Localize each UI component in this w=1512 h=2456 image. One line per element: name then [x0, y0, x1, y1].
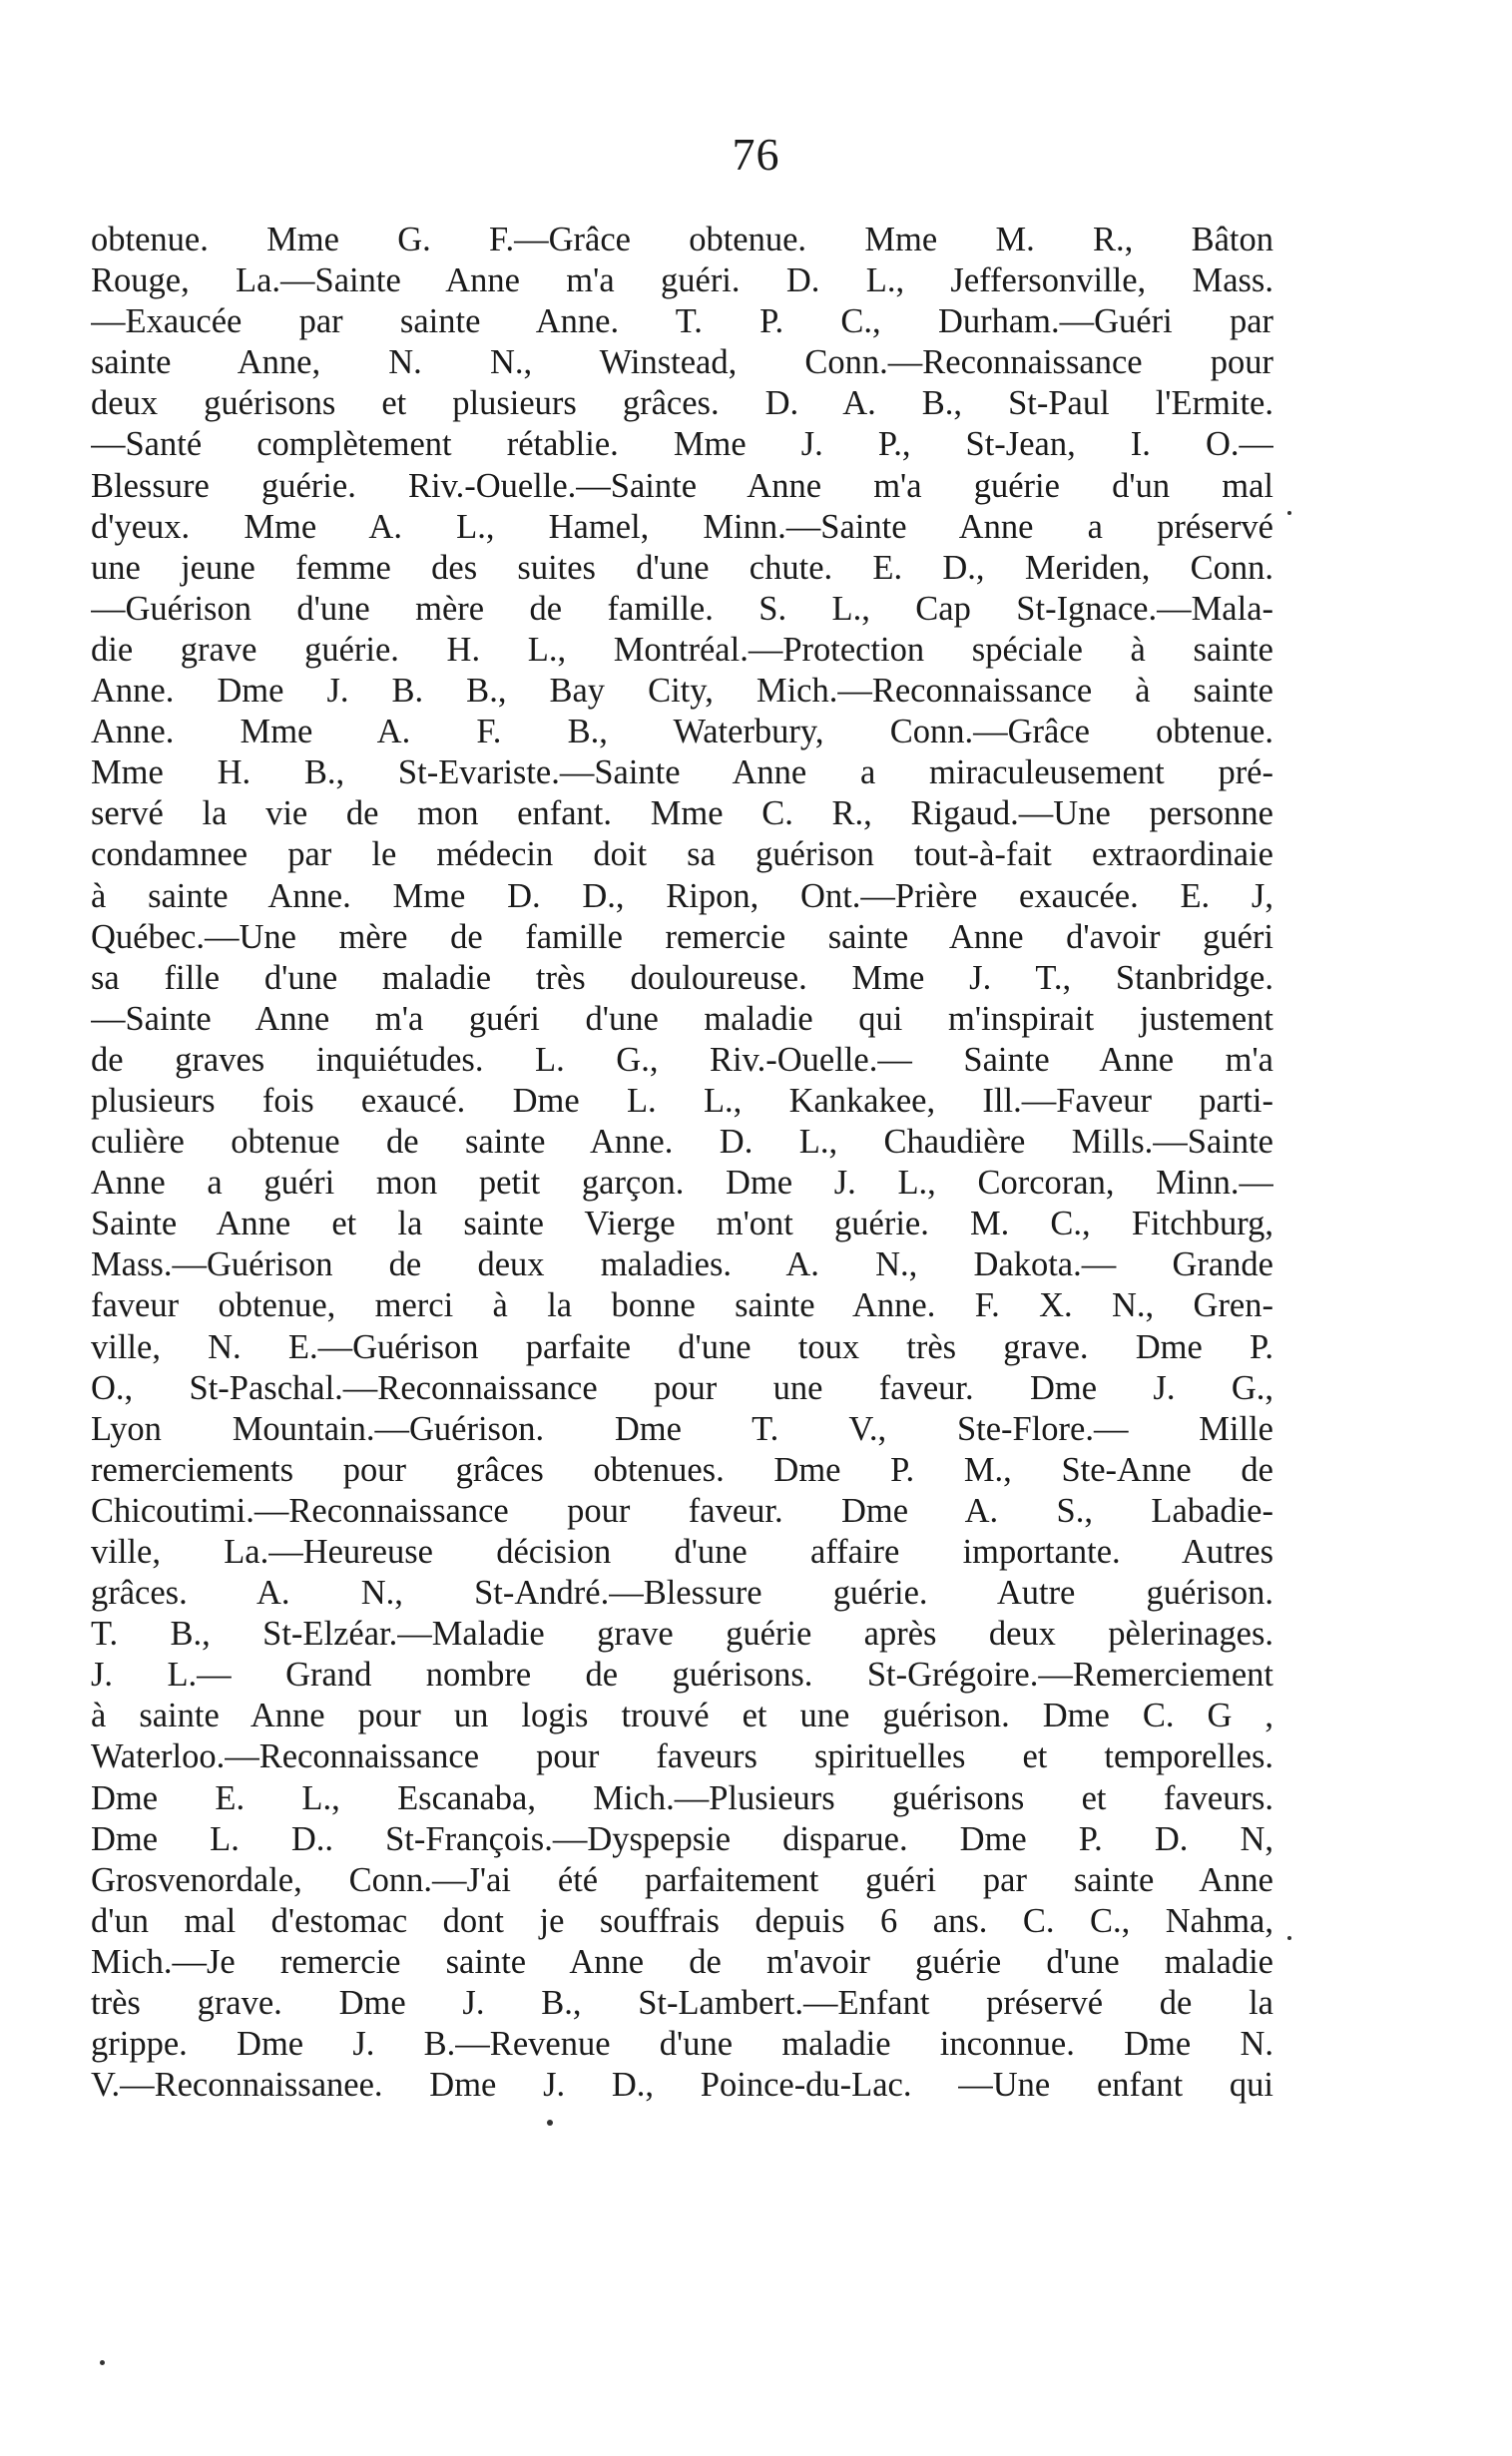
text-line: O., St-Paschal.—Reconnaissance pour une faveur. Dme J. G.,	[91, 1368, 1273, 1407]
text-line: condamnee par le médecin doit sa guérison tout-à-fait extraordinaie	[91, 835, 1273, 874]
text-line: —Guérison d'une mère de famille. S. L., Cap St-Ignace.—Mala-	[91, 589, 1273, 628]
text-line: à sainte Anne. Mme D. D., Ripon, Ont.—Prière exaucée. E. J,	[91, 876, 1273, 915]
text-line: Mme H. B., St-Evariste.—Sainte Anne a miraculeusement pré-	[91, 753, 1273, 792]
text-line: ville, La.—Heureuse décision d'une affaire importante. Autres	[91, 1533, 1273, 1571]
text-line: sa fille d'une maladie très douloureuse. Mme J. T., Stanbridge.	[91, 958, 1273, 997]
text-line: Blessure guérie. Riv.-Ouelle.—Sainte Anne m'a guérie d'un mal	[91, 466, 1273, 505]
text-line: deux guérisons et plusieurs grâces. D. A. B., St-Paul l'Ermite.	[91, 384, 1273, 423]
text-line: d'un mal d'estomac dont je souffrais depuis 6 ans. C. C., Nahma,	[91, 1901, 1273, 1940]
text-line: culière obtenue de sainte Anne. D. L., Chaudière Mills.—Sainte	[91, 1123, 1273, 1162]
text-line: —Santé complètement rétablie. Mme J. P., St-Jean, I. O.—	[91, 425, 1273, 464]
text-line: ville, N. E.—Guérison parfaite d'une toux très grave. Dme P.	[91, 1327, 1273, 1366]
print-speck	[100, 2360, 105, 2365]
text-line: Rouge, La.—Sainte Anne m'a guéri. D. L., Jeffersonville, Mass.	[91, 261, 1273, 300]
text-line: Grosvenordale, Conn.—J'ai été parfaitement guéri par sainte Anne	[91, 1860, 1273, 1899]
text-line: T. B., St-Elzéar.—Maladie grave guérie après deux pèlerinages.	[91, 1615, 1273, 1654]
text-line: obtenue. Mme G. F.—Grâce obtenue. Mme M. R., Bâton	[91, 221, 1273, 258]
print-speck	[1287, 1936, 1291, 1940]
text-line: Lyon Mountain.—Guérison. Dme T. V., Ste-Flore.— Mille	[91, 1409, 1273, 1448]
text-line: J. L.— Grand nombre de guérisons. St-Grégoire.—Remerciement	[91, 1656, 1273, 1695]
text-line: grâces. A. N., St-André.—Blessure guérie. Autre guérison.	[91, 1574, 1273, 1613]
text-line: très grave. Dme J. B., St-Lambert.—Enfant préservé de la	[91, 1984, 1273, 2023]
text-line: Sainte Anne et la sainte Vierge m'ont guérie. M. C., Fitchburg,	[91, 1205, 1273, 1243]
text-line: die grave guérie. H. L., Montréal.—Protection spéciale à sainte	[91, 630, 1273, 669]
text-line: Chicoutimi.—Reconnaissance pour faveur. Dme A. S., Labadie-	[91, 1491, 1273, 1530]
print-speck	[1287, 511, 1291, 515]
text-line: grippe. Dme J. B.—Revenue d'une maladie inconnue. Dme N.	[91, 2025, 1273, 2064]
text-line: Anne a guéri mon petit garçon. Dme J. L., Corcoran, Minn.—	[91, 1164, 1273, 1203]
text-line: Québec.—Une mère de famille remercie sainte Anne d'avoir guéri	[91, 917, 1273, 956]
text-line: Anne. Mme A. F. B., Waterbury, Conn.—Grâce obtenue.	[91, 713, 1273, 751]
text-line: Mass.—Guérison de deux maladies. A. N., Dakota.— Grande	[91, 1245, 1273, 1284]
text-line: à sainte Anne pour un logis trouvé et une guérison. Dme C. G ,	[91, 1697, 1273, 1735]
text-line: faveur obtenue, merci à la bonne sainte Anne. F. X. N., Gren-	[91, 1286, 1273, 1325]
text-line: plusieurs fois exaucé. Dme L. L., Kankakee, Ill.—Faveur parti-	[91, 1081, 1273, 1120]
text-line: de graves inquiétudes. L. G., Riv.-Ouelle.— Sainte Anne m'a	[91, 1040, 1273, 1079]
text-line: Waterloo.—Reconnaissance pour faveurs spirituelles et temporelles.	[91, 1737, 1273, 1776]
text-line: servé la vie de mon enfant. Mme C. R., Rigaud.—Une personne	[91, 794, 1273, 833]
text-line: Dme L. D.. St-François.—Dyspepsie disparue. Dme P. D. N,	[91, 1819, 1273, 1858]
text-line: —Exaucée par sainte Anne. T. P. C., Durham.—Guéri par	[91, 302, 1273, 341]
text-line: sainte Anne, N. N., Winstead, Conn.—Reconnaissance pour	[91, 343, 1273, 382]
text-line: Dme E. L., Escanaba, Mich.—Plusieurs guérisons et faveurs.	[91, 1778, 1273, 1817]
text-line: V.—Reconnaissanee. Dme J. D., Poince-du-Lac. —Une enfant qui	[91, 2066, 1273, 2105]
print-speck	[547, 2120, 553, 2126]
text-line: d'yeux. Mme A. L., Hamel, Minn.—Sainte Anne a préservé	[91, 507, 1273, 546]
text-line: —Sainte Anne m'a guéri d'une maladie qui m'inspirait justement	[91, 999, 1273, 1038]
text-line: une jeune femme des suites d'une chute. E. D., Meriden, Conn.	[91, 548, 1273, 587]
text-line: remerciements pour grâces obtenues. Dme P. M., Ste-Anne de	[91, 1450, 1273, 1489]
body-text	[91, 220, 1273, 2106]
text-line: Anne. Dme J. B. B., Bay City, Mich.—Reconnaissance à sainte	[91, 672, 1273, 711]
page-number: 76	[732, 129, 780, 180]
text-line: Mich.—Je remercie sainte Anne de m'avoir guérie d'une maladie	[91, 1942, 1273, 1981]
